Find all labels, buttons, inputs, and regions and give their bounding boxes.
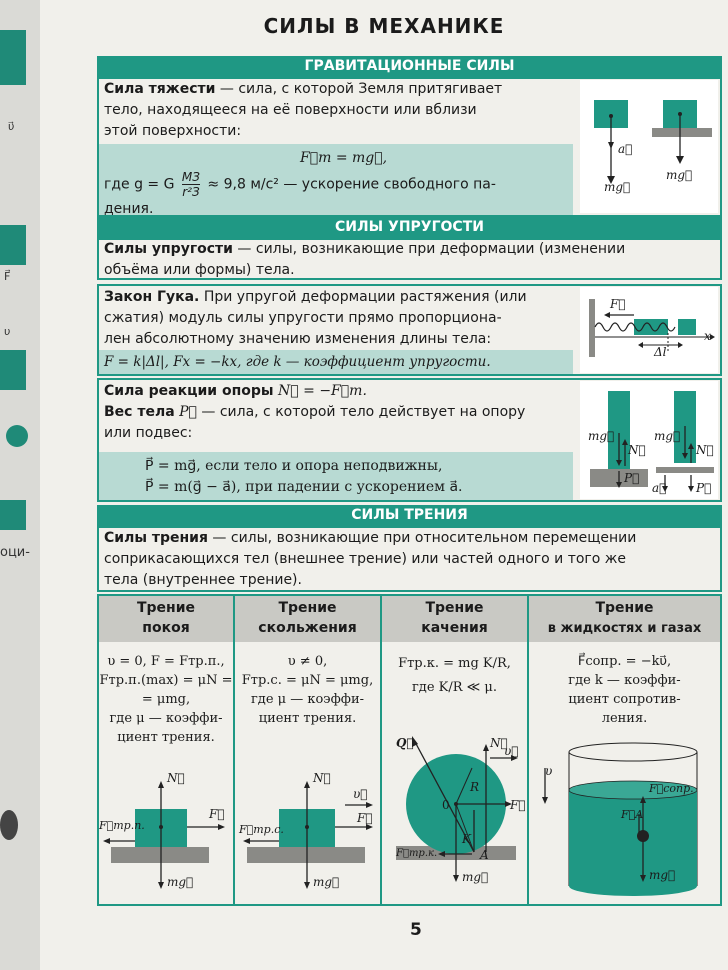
hooke-figure [580, 287, 718, 373]
fluid-v-label: υ [545, 764, 553, 778]
previous-page-edge: υ⃗ F⃗ υ оци- [0, 0, 40, 970]
elastic-term: Силы упругости [104, 241, 233, 257]
rolling-v-label: υ⃗ [504, 744, 519, 758]
static-friction-figure [99, 765, 233, 900]
col-header-fluid: Трение в жидкостях и газах [529, 596, 720, 642]
weight-label-2: mg⃗ [666, 168, 693, 182]
rolling-mg-label: mg⃗ [462, 870, 489, 884]
x-axis-label: x [704, 329, 711, 343]
elongation-label: Δl [654, 345, 667, 359]
rolling-N-label: N⃗ [490, 736, 508, 750]
sliding-v-label: υ⃗ [353, 787, 368, 801]
weight-mg-label-1: mg⃗ [588, 429, 615, 443]
gravity-term: Сила тяжести [104, 81, 216, 97]
sliding-mg-label: mg⃗ [313, 875, 340, 889]
weight-label-1: mg⃗ [604, 180, 631, 194]
sliding-F-label: F⃗ [357, 811, 373, 825]
weight-mg-label-2: mg⃗ [654, 429, 681, 443]
sliding-friction-text: υ ≠ 0, Fтр.с. = μN = μmg, где μ — коэффи- циент трения. [241, 654, 374, 726]
gravity-diagram [580, 80, 718, 213]
static-friction-text: υ = 0, F = Fтр.п., Fтр.п.(max) = μN = = μmg, где μ — коэффи- циент трения. [99, 654, 233, 745]
friction-term: Силы трения [104, 530, 208, 546]
rolling-friction-text: Fтр.к. = mg K/R, где K/R ≪ μ. [398, 656, 511, 695]
static-mg-label: mg⃗ [167, 875, 194, 889]
sliding-friction-figure [235, 765, 380, 900]
weight-term: Вес тела [104, 404, 175, 420]
section-header-friction: СИЛЫ ТРЕНИЯ [97, 505, 722, 526]
accel-label: a⃗ [618, 142, 633, 156]
col-header-rolling: Трение качения [382, 596, 527, 642]
gravity-g-line: где g = G MЗ r²З ≈ 9,8 м/с² — ускорение свободного па- дения. [104, 170, 496, 217]
section-header-elastic: СИЛЫ УПРУГОСТИ [97, 217, 722, 238]
sliding-N-label: N⃗ [313, 771, 331, 785]
gravity-formula: F⃗т = mg⃗, [300, 150, 388, 166]
fluid-mg-label: mg⃗ [649, 868, 676, 882]
fluid-friction-text: F⃗сопр. = −kυ⃗, где k — коэффи- циент сопротив- ления. [568, 654, 681, 726]
static-friction-diagram [99, 765, 233, 900]
section-header-gravity: ГРАВИТАЦИОННЫЕ СИЛЫ [97, 56, 722, 77]
rolling-O-label: 0 [442, 798, 450, 812]
spring-force-label: F⃗ [610, 297, 626, 311]
reaction-definition: Сила реакции опоры N⃗ = −F⃗т. Вес тела P⃗ — сила, с которой тело действует на опору или подвес: [104, 383, 526, 441]
col-header-sliding: Трение скольжения [235, 596, 380, 642]
weight-figure [580, 381, 718, 499]
normal-label-2: N⃗ [696, 443, 714, 457]
reaction-term: Сила реакции опоры [104, 383, 274, 399]
page-title: СИЛЫ В МЕХАНИКЕ [263, 14, 505, 38]
weight-accel-label: a⃗ [652, 481, 667, 495]
static-F-label: F⃗ [209, 807, 225, 821]
rolling-Ffr-label: F⃗тр.к. [396, 848, 438, 859]
sliding-Ffr-label: F⃗тр.с. [239, 823, 284, 836]
fluid-friction-figure [529, 738, 720, 902]
weight-P-label-1: P⃗ [624, 471, 640, 485]
friction-definition: Силы трения — силы, возникающие при относительном перемещении соприкасающихся тел (внешнее трение) или частей одного и того же тела (внутреннее трение). [104, 530, 637, 588]
hooke-formula: F = k|Δl|, Fx = −kx, где k — коэффициент упругости. [104, 354, 491, 370]
fluid-FA-label: F⃗A [621, 808, 644, 821]
hooke-term: Закон Гука. [104, 289, 200, 305]
page-number: 5 [410, 920, 422, 940]
static-Ffr-label: F⃗тр.п. [99, 819, 145, 832]
page [40, 0, 728, 970]
spring-diagram [580, 287, 718, 373]
gravity-figure [580, 80, 718, 213]
weight-formulas: P⃗ = mg⃗, если тело и опора неподвижны, P⃗ = m(g⃗ − a⃗), при падении с ускорением a⃗. [145, 458, 463, 495]
rolling-friction-figure [382, 728, 527, 900]
fluid-Fs-label: F⃗сопр. [649, 782, 694, 795]
gravity-definition: Сила тяжести — сила, с которой Земля притягивает тело, находящееся на её поверхности или вблизи этой поверхности: [104, 81, 503, 139]
hooke-law: Закон Гука. При упругой деформации растяжения (или сжатия) модуль силы упругости прямо пропорциона- лен абсолютному значению изменения длины тела: [104, 289, 527, 347]
rolling-R-label: R [470, 780, 480, 794]
rolling-Q-label: Q⃗ [396, 736, 414, 750]
weight-P-label-2: P⃗ [696, 481, 712, 495]
normal-label-1: N⃗ [628, 443, 646, 457]
rolling-F-label: F⃗ [510, 798, 526, 812]
rolling-K-label: K [462, 832, 471, 846]
static-N-label: N⃗ [167, 771, 185, 785]
elastic-definition: Силы упругости — силы, возникающие при деформации (изменении объёма или формы) тела. [104, 241, 626, 278]
rolling-A-label: A [480, 848, 489, 862]
col-header-static: Трение покоя [99, 596, 233, 642]
